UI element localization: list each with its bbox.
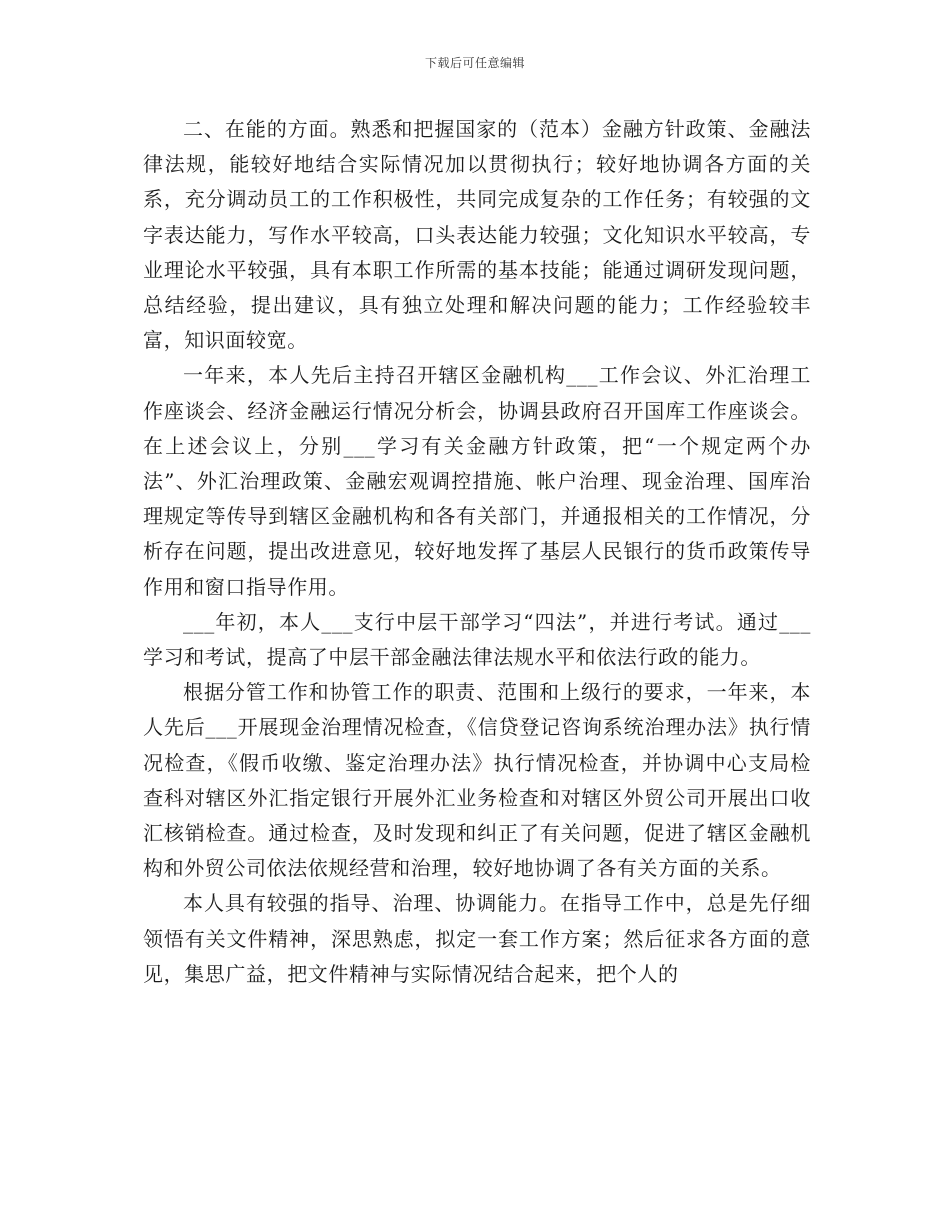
paragraph-ability: 二、在能的方面。熟悉和把握国家的（范本）金融方针政策、金融法律法规，能较好地结合实际情况加以贯彻执行；较好地协调各方面的关系，充分调动员工的工作积极性，共同完成复杂的工作任务；有较强的文字表达能力，写作水平较高，口头表达能力较强；文化知识水平较高，专业理论水平较强，具有本职工作所需的基本技能；能通过调研发现问题，总结经验，提出建议，具有独立处理和解决问题的能力；工作经验较丰富，知识面较宽。 xyxy=(143,117,811,353)
paragraph-inspections: 根据分管工作和协管工作的职责、范围和上级行的要求，一年来，本人先后___开展现金治理情况检查，《信贷登记咨询系统治理办法》执行情况检查，《假币收缴、鉴定治理办法》执行情况检查，并协调中心支局检查科对辖区外汇指定银行开展外汇业务检查和对辖区外贸公司开展出口收汇核销检查。通过检查，及时发现和纠正了有关问题，促进了辖区金融机构和外贸公司依法依规经营和治理，较好地协调了各有关方面的关系。 xyxy=(143,680,811,881)
paragraph-meetings: 一年来，本人先后主持召开辖区金融机构___工作会议、外汇治理工作座谈会、经济金融运行情况分析会，协调县政府召开国库工作座谈会。在上述会议上，分别___学习有关金融方针政策，把“一个规定两个办法”、外汇治理政策、金融宏观调控措施、帐户治理、现金治理、国库治理规定等传导到辖区金融机构和各有关部门，并通报相关的工作情况，分析存在问题，提出改进意见，较好地发挥了基层人民银行的货币政策传导作用和窗口指导作用。 xyxy=(143,363,811,599)
document-body xyxy=(143,112,811,992)
paragraph-guidance: 本人具有较强的指导、治理、协调能力。在指导工作中，总是先仔细领悟有关文件精神，深思熟虑，拟定一套工作方案；然后征求各方面的意见，集思广益，把文件精神与实际情况结合起来，把个人的 xyxy=(143,891,811,986)
page-header: 下载后可任意编辑 xyxy=(424,56,525,70)
paragraph-study: ___年初，本人___支行中层干部学习“四法”，并进行考试。通过___学习和考试，提高了中层干部金融法律法规水平和依法行政的能力。 xyxy=(143,609,811,670)
